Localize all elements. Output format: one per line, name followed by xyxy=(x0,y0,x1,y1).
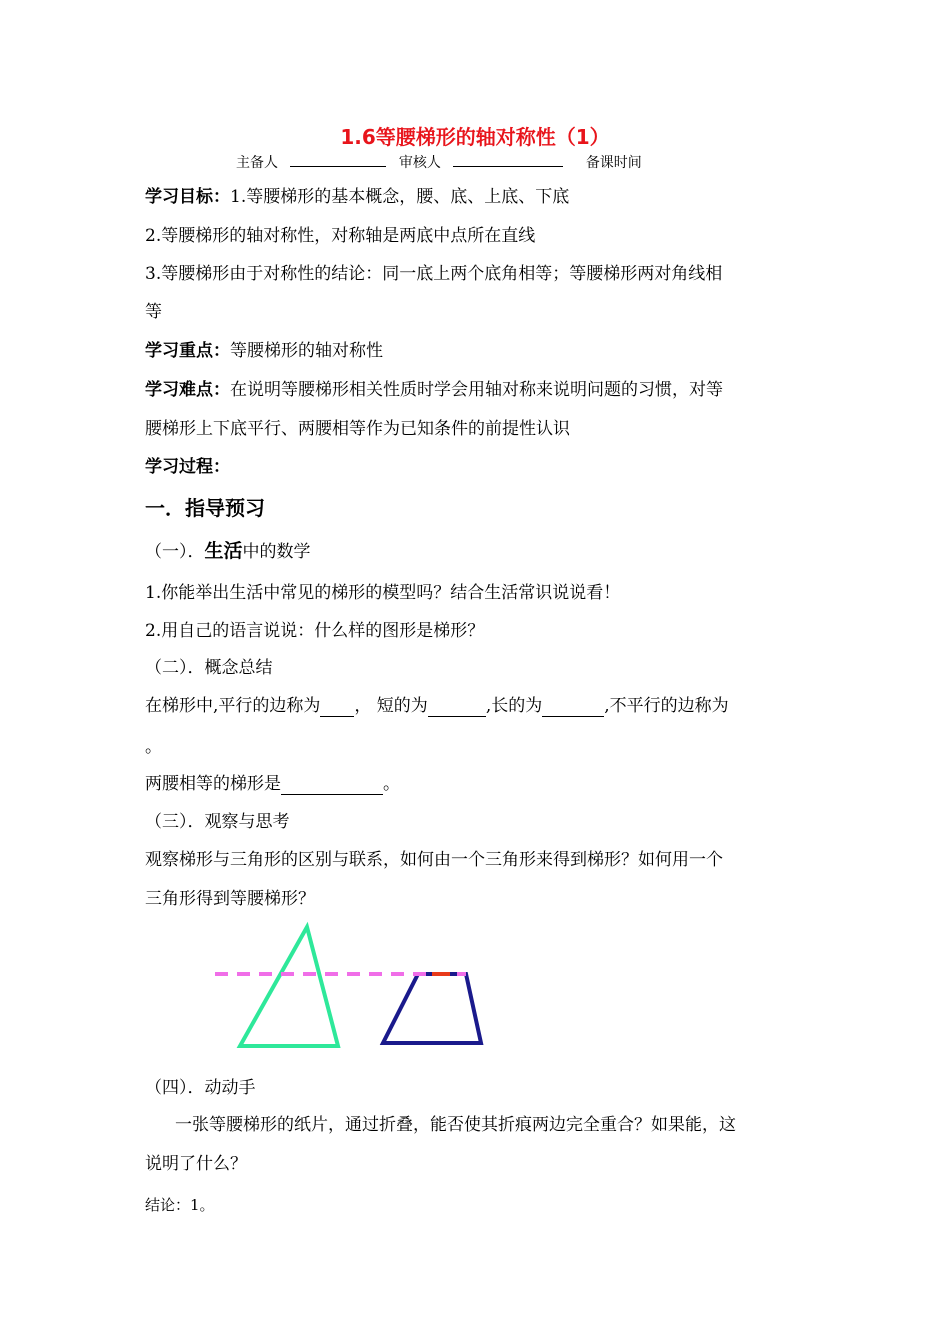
part-3-heading: （三）．观察与思考 xyxy=(145,812,290,832)
hands-text-a: 一张等腰梯形的纸片，通过折叠，能否使其折痕两边完全重合？如果能，这 xyxy=(175,1115,736,1135)
preparer-label: 主备人 xyxy=(236,155,278,171)
concept-text-6: 两腰相等的梯形是 xyxy=(145,774,281,794)
difficulty-text-a: 在说明等腰梯形相关性质时学会用轴对称来说明问题的习惯，对等 xyxy=(230,380,723,400)
concept-text-1: 在梯形中,平行的边称为 xyxy=(145,696,321,716)
focus-label: 学习重点： xyxy=(145,341,230,361)
part-1-rest: 中的数学 xyxy=(242,542,311,562)
concept-text-3: ,长的为 xyxy=(485,696,543,716)
preparer-blank[interactable] xyxy=(290,152,386,167)
part-4-heading: （四）．动动手 xyxy=(145,1078,256,1098)
observe-text-b: 三角形得到等腰梯形？ xyxy=(145,889,315,909)
trapezoid-shape xyxy=(383,974,481,1043)
observe-text-a: 观察梯形与三角形的区别与联系，如何由一个三角形来得到梯形？如何用一个 xyxy=(145,850,723,870)
blank-parallel[interactable] xyxy=(320,698,354,717)
lesson-header xyxy=(236,152,642,172)
objectives-line-1 xyxy=(145,186,569,208)
concept-text-7: 。 xyxy=(383,774,400,794)
difficulty-label: 学习难点： xyxy=(145,380,230,400)
blank-isosceles[interactable] xyxy=(281,776,383,795)
objective-1: 1.等腰梯形的基本概念，腰、底、上底、下底 xyxy=(230,187,570,207)
hands-text-b: 说明了什么？ xyxy=(145,1154,247,1174)
difficulty-text-b: 腰梯形上下底平行、两腰相等作为已知条件的前提性认识 xyxy=(145,419,570,439)
triangle-shape xyxy=(240,927,338,1046)
objective-3a: 3.等腰梯形由于对称性的结论：同一底上两个底角相等；等腰梯形两对角线相 xyxy=(145,264,723,284)
difficulty-line-1 xyxy=(145,379,723,401)
question-2: 2.用自己的语言说说：什么样的图形是梯形？ xyxy=(145,621,485,641)
question-1: 1.你能举出生活中常见的梯形的模型吗？结合生活常识说说看！ xyxy=(145,583,621,603)
reviewer-label: 审核人 xyxy=(398,155,441,171)
reviewer-blank[interactable] xyxy=(453,152,563,167)
concept-text-4: ,不平行的边称为 xyxy=(604,696,729,716)
part-1-big: 生活 xyxy=(204,540,243,562)
focus-text: 等腰梯形的轴对称性 xyxy=(230,341,383,361)
focus-line xyxy=(145,340,383,362)
objective-3b: 等 xyxy=(145,302,162,322)
objective-2: 2.等腰梯形的轴对称性，对称轴是两底中点所在直线 xyxy=(145,226,536,246)
part-1-heading xyxy=(145,540,311,563)
time-label: 备课时间 xyxy=(585,155,642,171)
concept-line-1 xyxy=(145,695,729,717)
part-2-heading: （二）．概念总结 xyxy=(145,658,273,678)
page-title: 1.6等腰梯形的轴对称性（1） xyxy=(340,125,610,149)
blank-long[interactable] xyxy=(542,698,604,717)
blank-short[interactable] xyxy=(428,698,486,717)
objectives-label: 学习目标： xyxy=(145,187,230,207)
concept-text-5: 。 xyxy=(145,737,162,757)
process-label: 学习过程： xyxy=(145,457,230,477)
concept-line-3 xyxy=(145,773,400,795)
section-heading: 一．指导预习 xyxy=(145,496,265,520)
conclusion-text: 结论：1。 xyxy=(145,1196,215,1214)
part-1-prefix: （一）． xyxy=(145,542,205,562)
concept-text-2: ， 短的为 xyxy=(354,696,428,716)
triangle-trapezoid-figure xyxy=(200,915,500,1055)
